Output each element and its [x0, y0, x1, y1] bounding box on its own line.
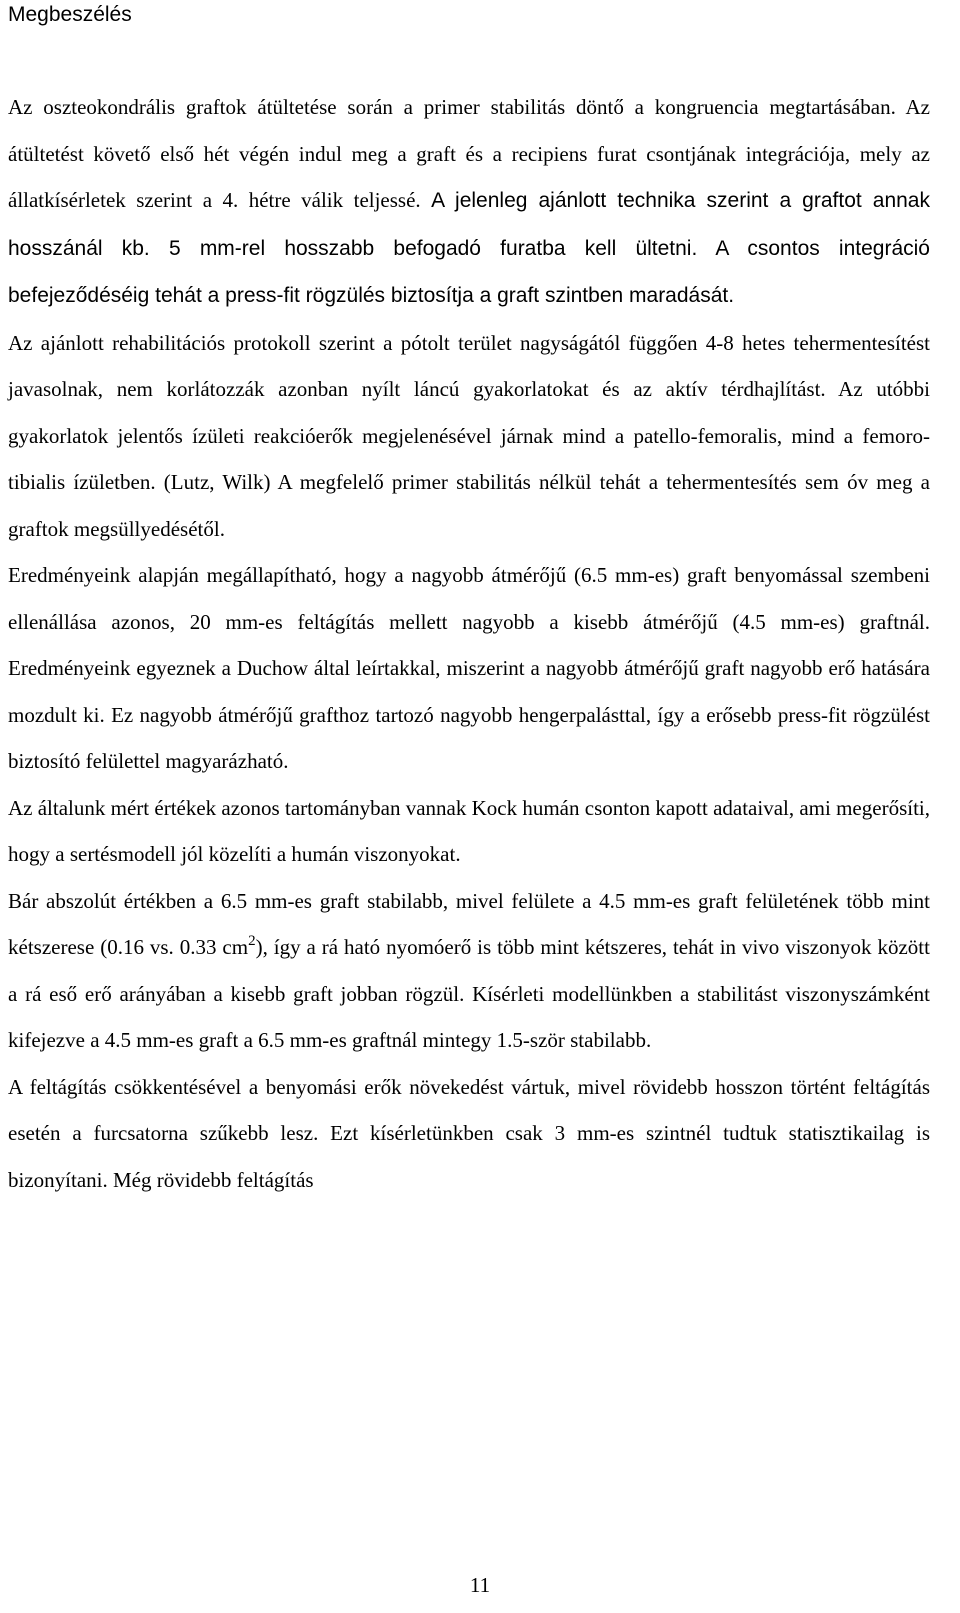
- paragraph-graft-integration: [8, 84, 930, 320]
- paragraph-stability: [8, 878, 930, 1064]
- paragraph-1-part-b: A jelenleg ajánlott technika szerint a graftot annak hosszánál kb. 5 mm-rel hosszabb befogadó furatba kell ültetni. A csontos integráció befejeződéséig tehát a press-fit rögzülés biztosítja a graft szintben maradását.: [8, 189, 930, 307]
- paragraph-5-after: ), így a rá ható nyomóerő is több mint kétszeres, tehát in vivo viszonyok között a rá eső erő arányában a kisebb graft jobban rögzül. Kísérleti modellünkben a stabilitást viszonyszámként kifejezve a 4.5 mm-es graft a 6.5 mm-es graftnál mintegy 1.5-ször stabilabb.: [8, 935, 930, 1052]
- section-heading: Megbeszélés: [8, 3, 132, 26]
- superscript-2: 2: [248, 933, 256, 949]
- page-number: 11: [469, 1573, 491, 1597]
- body-text: [8, 84, 930, 1203]
- paragraph-comparison: Az általunk mért értékek azonos tartományban vannak Kock humán csonton kapott adataival, ami megerősíti, hogy a sertésmodell jól közelíti a humán viszonyokat.: [8, 795, 930, 866]
- paragraph-results: Eredményeink alapján megállapítható, hogy a nagyobb átmérőjű (6.5 mm-es) graft benyomással szembeni ellenállása azonos, 20 mm-es feltágítás mellett nagyobb a kisebb átmérőjű (4.5 mm-es) graftnál. Eredményeink egyeznek a Duchow által leírtakkal, miszerint a nagyobb átmérőjű graft nagyobb erő hatására mozdult ki. Ez nagyobb átmérőjű grafthoz tartozó nagyobb hengerpalásttal, így a erősebb press-fit rögzülést biztosító felülettel magyarázható.: [8, 563, 930, 773]
- paragraph-5-before: Bár abszolút értékben a 6.5 mm-es graft stabilabb, mivel felülete a 4.5 mm-es graft felületének több mint kétszerese (0.16 vs. 0.33 cm: [8, 888, 930, 959]
- paragraph-rehabilitation: Az ajánlott rehabilitációs protokoll szerint a pótolt terület nagyságától függően 4-8 hetes tehermentesítést javasolnak, nem korlátozzák azonban nyílt láncú gyakorlatokat és az aktív térdhajlítást. Az utóbbi gyakorlatok jelentős ízületi reakcióerők megjelenésével járnak mind a patello-femoralis, mind a femoro-tibialis ízületben. (Lutz, Wilk) A megfelelő primer stabilitás nélkül tehát a tehermentesítés sem óv meg a graftok megsüllyedésétől.: [8, 330, 930, 541]
- paragraph-widening: A feltágítás csökkentésével a benyomási erők növekedést vártuk, mivel rövidebb hosszon történt feltágítás esetén a furcsatorna szűkebb lesz. Ezt kísérletünkben csak 3 mm-es szintnél tudtuk statisztikailag is bizonyítani. Még rövidebb feltágítás: [8, 1074, 930, 1192]
- paragraph-1-part-a: Az oszteokondrális graftok átültetése során a primer stabilitás döntő a kongruencia megtartásában. Az átültetést követő első hét végén indul meg a graft és a recipiens furat csontjának integrációja, mely az állatkísérletek szerint a 4. hétre válik teljessé.: [8, 95, 930, 212]
